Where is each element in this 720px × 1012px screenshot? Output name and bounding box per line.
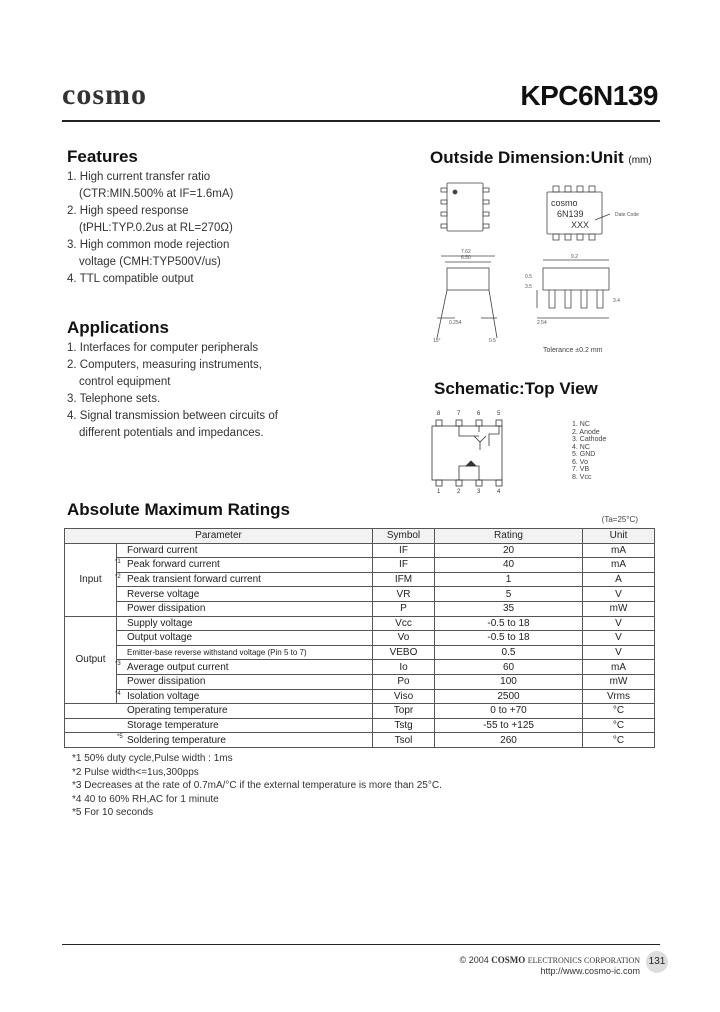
pin-number: 5 (497, 411, 501, 417)
footer-url: http://www.cosmo-ic.com (540, 966, 640, 976)
dim-label: 3.5 (525, 284, 532, 290)
rating-cell: -55 to +125 (435, 718, 583, 733)
symbol-cell: VR (373, 587, 435, 602)
pin-list-item: 1. NC (572, 421, 590, 428)
rating-cell: 1 (435, 572, 583, 587)
group-label-output: Output (65, 616, 117, 704)
rating-cell: 2500 (435, 689, 583, 704)
unit-cell: mA (583, 660, 655, 675)
dim-label: 0.5 (525, 274, 532, 280)
col-header-rating: Rating (435, 529, 583, 544)
applications-title: Applications (67, 318, 170, 337)
dim-label: 9.2 (571, 254, 578, 260)
dim-label: 7.62 (461, 249, 471, 255)
outside-dimension-drawing (425, 178, 665, 358)
applications-list (67, 340, 278, 442)
note-item: *3 Decreases at the rate of 0.7mA/°C if the external temperature is more than 25°C. (72, 780, 442, 792)
page-number: 131 (646, 951, 668, 973)
table-row (65, 572, 655, 587)
symbol-cell: Vo (373, 631, 435, 646)
note-item: *1 50% duty cycle,Pulse width : 1ms (72, 753, 233, 764)
pin-list (572, 421, 606, 481)
unit-cell: V (583, 587, 655, 602)
footer-company: ELECTRONICS CORPORATION (527, 956, 640, 965)
symbol-cell: VEBO (373, 645, 435, 660)
pin-list-item: 2. Anode (572, 428, 600, 436)
param-cell: *1 Peak forward current (117, 558, 373, 573)
table-row (65, 543, 655, 558)
symbol-cell: Tsol (373, 733, 435, 748)
dim-label: 15° (433, 338, 441, 344)
symbol-cell: IFM (373, 572, 435, 587)
table-row (65, 558, 655, 573)
param-cell: *5 Soldering temperature (65, 733, 373, 748)
outside-dimension-title (430, 148, 652, 168)
rating-cell: 60 (435, 660, 583, 675)
col-header-parameter: Parameter (65, 529, 373, 544)
param-cell: Forward current (117, 543, 373, 558)
date-code-label: Date Code (615, 212, 639, 218)
chip-marking-line: 6N139 (557, 209, 584, 219)
ratings-title: Absolute Maximum Ratings (67, 500, 290, 519)
list-item: 4. Signal transmission between circuits of (67, 410, 278, 422)
pin-list-item: 4. NC (572, 443, 590, 451)
pin-list-item: 5. GND (572, 451, 596, 458)
param-cell: Reverse voltage (117, 587, 373, 602)
outside-dimension-title-text: Outside Dimension:Unit (430, 148, 624, 167)
list-item: 1. High current transfer ratio (67, 171, 211, 183)
pin-number: 6 (477, 411, 481, 417)
pin-number: 4 (497, 489, 501, 495)
dim-label: 3.4 (613, 298, 620, 304)
symbol-cell: Viso (373, 689, 435, 704)
group-label-input: Input (65, 543, 117, 616)
col-header-symbol: Symbol (373, 529, 435, 544)
pin-number: 2 (457, 489, 461, 495)
unit-cell: °C (583, 718, 655, 733)
unit-label: (mm) (628, 155, 652, 166)
rating-cell: -0.5 to 18 (435, 631, 583, 646)
unit-cell: mW (583, 674, 655, 689)
symbol-cell: P (373, 601, 435, 616)
unit-cell: V (583, 631, 655, 646)
ratings-table (64, 528, 655, 748)
table-row (65, 631, 655, 646)
table-row (65, 645, 655, 660)
table-row (65, 689, 655, 704)
footer-copyright: © 2004 COSMO ELECTRONICS CORPORATION (459, 955, 640, 965)
list-item: different potentials and impedances. (79, 427, 264, 439)
list-item: 2. Computers, measuring instruments, (67, 359, 262, 371)
param-cell: Storage temperature (65, 718, 373, 733)
footer-brand: COSMO (491, 955, 526, 965)
ratings-notes (72, 752, 442, 820)
schematic-title: Schematic:Top View (434, 379, 598, 398)
unit-cell: V (583, 645, 655, 660)
list-item: 4. TTL compatible output (67, 273, 194, 285)
unit-cell: °C (583, 704, 655, 719)
rating-cell: 0 to +70 (435, 704, 583, 719)
pin-number: 1 (437, 489, 441, 495)
header-divider (62, 120, 660, 122)
table-row (65, 674, 655, 689)
param-cell: Output voltage (117, 631, 373, 646)
list-item: (CTR:MIN.500% at IF=1.6mA) (79, 188, 234, 200)
param-cell: Supply voltage (117, 616, 373, 631)
table-header-row (65, 529, 655, 544)
rating-cell: 40 (435, 558, 583, 573)
list-item: 3. Telephone sets. (67, 393, 161, 405)
symbol-cell: IF (373, 558, 435, 573)
note-item: *2 Pulse width<=1us,300pps (72, 766, 199, 778)
dim-label: 6.50 (461, 255, 471, 261)
schematic-drawing (428, 408, 518, 498)
unit-cell: V (583, 616, 655, 631)
rating-cell: 0.5 (435, 645, 583, 660)
chip-marking-line: cosmo (551, 198, 578, 208)
list-item: 2. High speed response (67, 205, 189, 217)
pin-list-item: 6. Vo (572, 458, 588, 466)
dim-label: 2.54 (537, 320, 547, 326)
pin-list-item: 7. VB (572, 466, 590, 473)
param-cell: Operating temperature (65, 704, 373, 719)
ratings-condition: (Ta=25°C) (601, 515, 638, 524)
list-item: control equipment (79, 376, 171, 388)
col-header-unit: Unit (583, 529, 655, 544)
param-cell: Emitter-base reverse withstand voltage (Pin 5 to 7) (117, 645, 373, 660)
symbol-cell: Io (373, 660, 435, 675)
pin-number: 7 (457, 411, 461, 417)
table-row (65, 660, 655, 675)
footer-divider (62, 944, 660, 945)
table-row (65, 718, 655, 733)
param-cell: Power dissipation (117, 601, 373, 616)
param-cell: *3 Average output current (117, 660, 373, 675)
list-item: 1. Interfaces for computer peripherals (67, 342, 259, 354)
pin-list-item: 3. Cathode (572, 436, 607, 443)
features-title: Features (67, 147, 138, 166)
rating-cell: 260 (435, 733, 583, 748)
symbol-cell: IF (373, 543, 435, 558)
unit-cell: mA (583, 543, 655, 558)
table-row (65, 601, 655, 616)
list-item: voltage (CMH:TYP500V/us) (79, 256, 221, 268)
table-row (65, 733, 655, 748)
rating-cell: 20 (435, 543, 583, 558)
rating-cell: 5 (435, 587, 583, 602)
dim-label: 0.5 (489, 338, 496, 344)
symbol-cell: Tstg (373, 718, 435, 733)
pin-number: 3 (477, 489, 481, 495)
unit-cell: °C (583, 733, 655, 748)
unit-cell: Vrms (583, 689, 655, 704)
rating-cell: 35 (435, 601, 583, 616)
list-item: (tPHL:TYP.0.2us at RL=270Ω) (79, 222, 233, 234)
unit-cell: A (583, 572, 655, 587)
table-row (65, 704, 655, 719)
param-cell: *4 Isolation voltage (117, 689, 373, 704)
dim-label: 0.254 (449, 320, 462, 326)
note-item: *4 40 to 60% RH,AC for 1 minute (72, 793, 219, 805)
symbol-cell: Po (373, 674, 435, 689)
unit-cell: mW (583, 601, 655, 616)
tolerance-note: Tolerance ±0.2 mm (543, 347, 603, 354)
pin-list-item: 8. Vcc (572, 473, 592, 481)
param-cell: Power dissipation (117, 674, 373, 689)
list-item: 3. High common mode rejection (67, 239, 230, 251)
table-row (65, 587, 655, 602)
symbol-cell: Vcc (373, 616, 435, 631)
note-item: *5 For 10 seconds (72, 807, 154, 819)
package-top-view (447, 183, 483, 231)
table-row (65, 616, 655, 631)
brand-logo: cosmo (62, 78, 147, 111)
pin-number: 8 (437, 411, 441, 417)
param-cell: *2 Peak transient forward current (117, 572, 373, 587)
part-number: KPC6N139 (520, 80, 658, 111)
chip-marking-line: XXX (571, 220, 590, 230)
features-list (67, 169, 233, 288)
symbol-cell: Topr (373, 704, 435, 719)
rating-cell: 100 (435, 674, 583, 689)
rating-cell: -0.5 to 18 (435, 616, 583, 631)
unit-cell: mA (583, 558, 655, 573)
